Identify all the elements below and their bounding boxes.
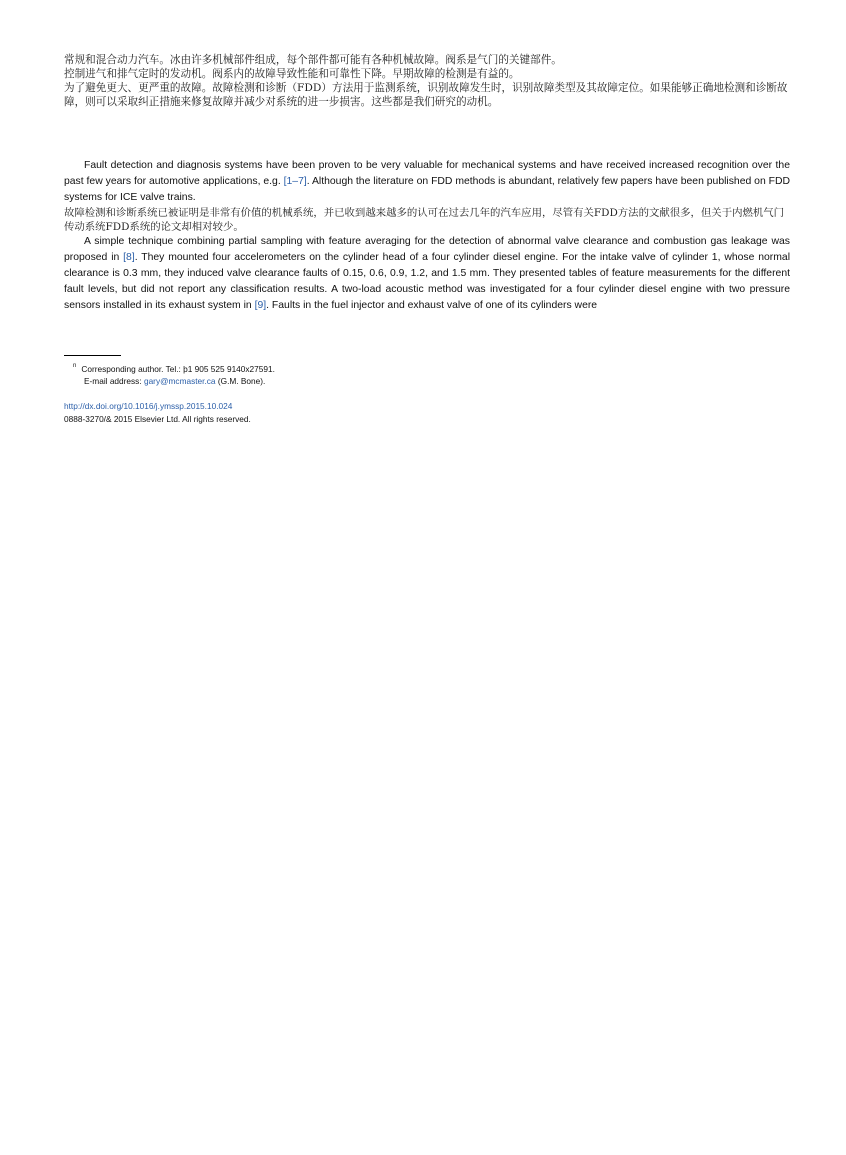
paragraph-2-text-c: . Faults in the fuel injector and exhaust valve of one of its cylinders were: [266, 300, 598, 311]
paragraph-1-text-a: Fault detection and diagnosis systems have been proven to be very valuable for mechanical systems and have received increased recognition over the past few years for automotive applications, e.g.: [64, 160, 790, 187]
body-text: [64, 158, 790, 314]
chinese-intro-translation: [64, 53, 790, 109]
footnote-divider: [64, 355, 121, 356]
doi-link[interactable]: http://dx.doi.org/10.1016/j.ymssp.2015.10.024: [64, 401, 233, 411]
email-suffix: (G.M. Bone).: [215, 375, 266, 386]
email-label: E-mail address:: [84, 375, 144, 386]
email-footnote: [64, 375, 790, 387]
copyright-line: 0888-3270/& 2015 Elsevier Ltd. All rights reserved.: [64, 414, 251, 424]
paragraph-fdd-overview: [64, 158, 790, 206]
citation-9-link[interactable]: [9]: [254, 300, 267, 311]
chinese-intro-line-2: 控制进气和排气定时的发动机。阀系内的故障导致性能和可靠性下降。早期故障的检测是有益的。: [64, 68, 520, 80]
paragraph-1-text-b: . Although the literature on FDD methods is abundant, relatively few papers have been published on FDD systems for ICE valve trains.: [64, 176, 790, 203]
corresponding-author-footnote: [64, 361, 790, 375]
paragraph-1-chinese-translation: 故障检测和诊断系统已被证明是非常有价值的机械系统，并已收到越来越多的认可在过去几年的汽车应用，尽管有关FDD方法的文献很多，但关于内燃机气门传动系统FDD系统的论文却相对较少。: [64, 207, 785, 233]
paragraph-2-text-b: . They mounted four accelerometers on the cylinder head of a four cylinder diesel engine. For the intake valve of cylinder 1, whose normal clearance is 0.3 mm, they induced valve clearance faults of 0.15, 0.6, 0.9, 1.2, and 1.5 mm. They presented tables of feature measurements for the different fault levels, but did not report any classification results. A two-load acoustic method was investigated for a four cylinder diesel engine with two pressure sensors installed in its exhaust system in: [64, 252, 790, 311]
chinese-intro-line-1: 常规和混合动力汽车。冰由许多机械部件组成，每个部件都可能有各种机械故障。阀系是气门的关键部件。: [64, 54, 562, 66]
paragraph-2-text-a: A simple technique combining partial sampling with feature averaging for the detection of abnormal valve clearance and combustion gas leakage was proposed in: [64, 236, 790, 263]
footnote-marker: n: [73, 363, 77, 369]
chinese-intro-line-3: 为了避免更大、更严重的故障。故障检测和诊断（FDD）方法用于监测系统，识别故障发生时，识别故障类型及其故障定位。如果能够正确地检测和诊断故障，则可以采取纠正措施来修复故障并减少对系统的进一步损害。这些都是我们研究的动机。: [64, 82, 788, 108]
footnotes: [64, 361, 790, 387]
citation-1-7-link[interactable]: [1–7]: [283, 176, 307, 187]
corresponding-author-text: Corresponding author. Tel.: þ1 905 525 9140x27591.: [81, 363, 275, 374]
paragraph-valve-clearance-methods: [64, 234, 790, 314]
email-link[interactable]: gary@mcmaster.ca: [143, 375, 216, 386]
citation-8-link[interactable]: [8]: [123, 252, 135, 263]
